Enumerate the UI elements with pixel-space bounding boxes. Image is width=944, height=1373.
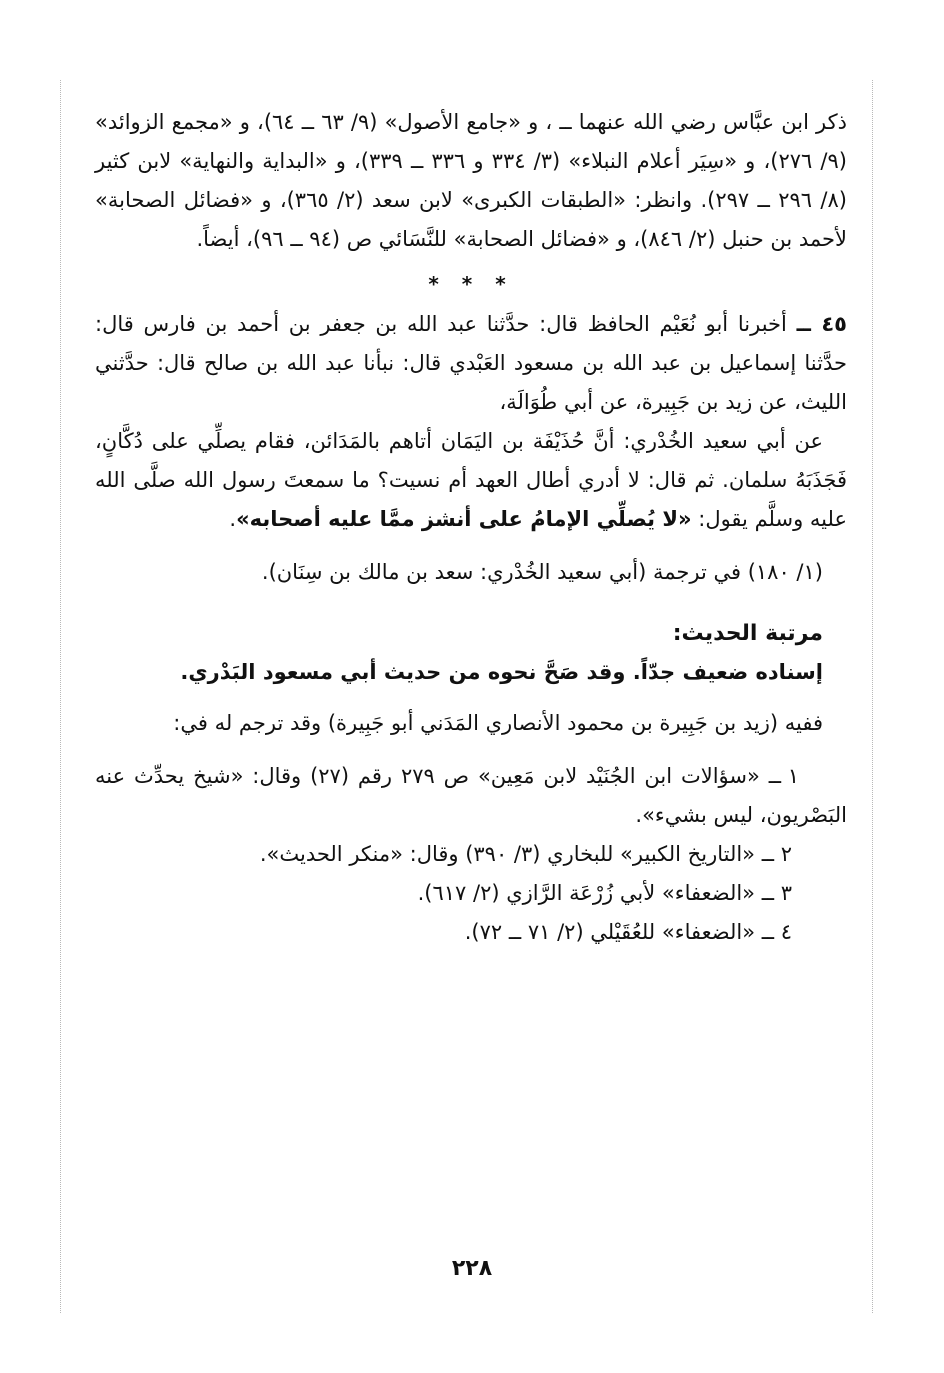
hadith-matn-lead: عن أبي سعيد الخُدْري: أنَّ حُذَيْفَة بن اليَمَان أتاهم بالمَدَائن، فقام يصلِّي على دُكَّانٍ، فَجَذَبَهُ سلمان. ثم قال: لا أدري أطال العهد أم نسيت؟ ما سمعتَ رسول الله صلَّى الله عليه وسلَّم يقول: <box>95 429 847 531</box>
page-number: ٢٢٨ <box>451 1256 493 1281</box>
narrator-note: ففيه (زيد بن جَبِيرة بن محمود الأنصاري المَدَني أبو جَبِيرة) وقد ترجم له في: <box>173 711 823 735</box>
hadith-grade: إسناده ضعيف جدّاً. وقد صَحَّ نحوه من حديث أبي مسعود البَدْري. <box>180 660 823 684</box>
source-item <box>95 913 847 952</box>
source-text: «الضعفاء» للعُقَيْلي (٢/ ٧١ ــ ٧٢). <box>464 920 756 944</box>
page-content <box>95 103 847 952</box>
source-item <box>95 757 847 835</box>
source-text: «سؤالات ابن الجُنَيْد لابن مَعِين» ص ٢٧٩ رقم (٢٧) وقال: «شيخ يحدِّث عنه البَصْريون، ليس بشيء». <box>95 764 847 827</box>
source-number: ٣ ــ <box>761 881 792 905</box>
section-title: مرتبة الحديث: <box>672 621 823 646</box>
source-item <box>95 874 847 913</box>
hadith-citation: (١/ ١٨٠) في ترجمة (أبي سعيد الخُدْري: سعد بن مالك بن سِنَان). <box>261 560 823 584</box>
source-number: ٤ ــ <box>761 920 792 944</box>
left-margin-rule <box>60 80 61 1313</box>
source-item <box>95 835 847 874</box>
source-text: «التاريخ الكبير» للبخاري (٣/ ٣٩٠) وقال: «منكر الحديث». <box>259 842 756 866</box>
hadith-matn-quote: «لا يُصلِّي الإمامُ على أنشز ممَّا عليه أصحابه» <box>236 507 692 531</box>
hadith-matn-end: . <box>229 507 237 531</box>
intro-paragraph: ذكر ابن عبَّاس رضي الله عنهما ــ ، و «جامع الأصول» (٩/ ٦٣ ــ ٦٤)، و «مجمع الزوائد» (٩/ ٢٧٦)، و «سِيَر أعلام النبلاء» (٣/ ٣٣٤ و ٣٣٦ ــ ٣٣٩)، و «البداية والنهاية» لابن كثير (٨/ ٢٩٦ ــ ٢٩٧). وانظر: «الطبقات الكبرى» لابن سعد (٢/ ٣٦٥)، و «فضائل الصحابة» لأحمد بن حنبل (٢/ ٨٤٦)، و «فضائل الصحابة» للنَّسَائي ص (٩٤ ــ ٩٦)، أيضاً. <box>95 110 847 251</box>
source-number: ١ ــ <box>768 764 799 788</box>
right-margin-rule <box>872 80 873 1313</box>
source-number: ٢ ــ <box>761 842 792 866</box>
sources-list <box>95 757 847 952</box>
hadith-isnad-text: أخبرنا أبو نُعَيْم الحافظ قال: حدَّثنا عبد الله بن جعفر بن أحمد بن فارس قال: حدَّثنا إسماعيل بن عبد الله بن مسعود العَبْدي قال: نبأنا عبد الله بن صالح قال: حدَّثني الليث، عن زيد بن جَبِيرة، عن أبي طُوَالَة، <box>95 312 847 414</box>
section-separator: * * * <box>428 272 514 296</box>
hadith-isnad <box>95 305 847 422</box>
source-text: «الضعفاء» لأبي زُرْعَة الرَّازي (٢/ ٦١٧). <box>417 881 756 905</box>
hadith-matn <box>95 422 847 539</box>
hadith-number: ٤٥ ــ <box>796 312 847 336</box>
